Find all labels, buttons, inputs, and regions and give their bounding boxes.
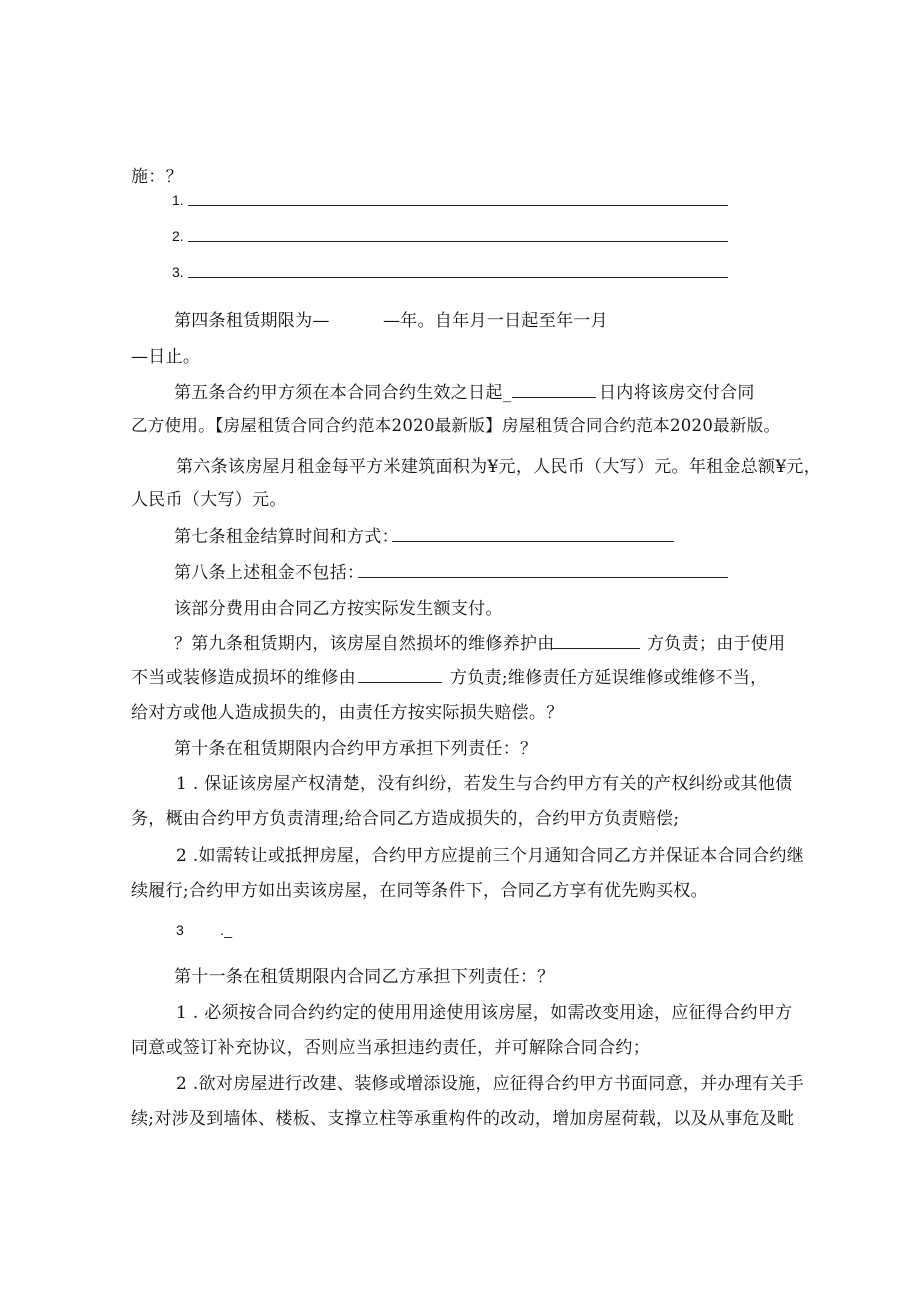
article-9-line2a: 不当或装修造成损坏的维修由: [131, 668, 356, 688]
blank-line: [188, 277, 728, 278]
article-5-part2: 日内将该房交付合同: [599, 383, 755, 403]
article-11-item2b: 续;对涉及到墙体、楼板、支撑立柱等承重构件的改动，增加房屋荷载，以及从事危及毗: [131, 1109, 795, 1129]
article-11: 第十一条在租赁期限内合同乙方承担下列责任：？: [174, 967, 555, 987]
list-number: 2.: [172, 228, 184, 244]
article-10-item2a: 2 .如需转让或抵押房屋，合约甲方应提前三个月通知合同乙方并保证本合同合约继: [176, 846, 805, 866]
article-4-part2: —年。自年月一日起至年一月: [383, 311, 608, 331]
article-8: 第八条上述租金不包括：: [174, 563, 365, 583]
blank-line: [512, 397, 596, 398]
blank-line: [188, 241, 728, 242]
article-4-part1: 第四条租赁期限为—: [174, 311, 330, 331]
article-9-part1: ？第九条租赁期内，该房屋自然损坏的维修养护由: [174, 634, 555, 654]
article-9-part2: 方负责；由于使用: [647, 634, 786, 654]
article-8-line2: 该部分费用由合同乙方按实际发生额支付。: [174, 599, 503, 619]
blank-line: [188, 205, 728, 206]
blank-line: [358, 682, 442, 683]
article-9-line2b: 方负责;维修责任方延误维修或维修不当，: [450, 668, 768, 688]
article-11-item1a: 1 . 必须按合同合约约定的使用用途使用该房屋，如需改变用途，应征得合约甲方: [176, 1003, 793, 1023]
article-10-item3-text: ._: [220, 922, 233, 938]
article-10: 第十条在租赁期限内合约甲方承担下列责任：？: [174, 739, 538, 759]
blank-line: [392, 541, 674, 542]
article-10-item3-number: 3: [176, 922, 185, 938]
article-6-line1: 第六条该房屋月租金每平方米建筑面积为¥元，人民币（大写）元。年租金总额¥元，: [176, 457, 822, 477]
article-11-item2a: 2 .欲对房屋进行改建、装修或增添设施，应征得合约甲方书面同意，并办理有关手: [176, 1074, 805, 1094]
text-line: 施：？: [131, 167, 183, 187]
article-11-item1b: 同意或签订补充协议，否则应当承担违约责任，并可解除合同合约；: [131, 1038, 650, 1058]
blank-line: [358, 577, 728, 578]
article-10-item2b: 续履行;合约甲方如出卖该房屋，在同等条件下，合同乙方享有优先购买权。: [131, 881, 708, 901]
article-5-part1: 第五条合约甲方须在本合同合约生效之日起_: [174, 383, 512, 403]
article-5-line2: 乙方使用。【房屋租赁合同合约范本2020最新版】房屋租赁合同合约范本2020最新版。: [131, 416, 781, 435]
article-9-line3: 给对方或他人造成损失的，由责任方按实际损失赔偿。？: [131, 703, 564, 723]
list-number: 3.: [172, 264, 184, 280]
list-number: 1.: [172, 192, 184, 208]
article-4-line2: —日止。: [131, 347, 201, 367]
blank-line: [552, 648, 640, 649]
article-10-item1b: 务，概由合约甲方负责清理;给合同乙方造成损失的，合约甲方负责赔偿;: [131, 809, 680, 829]
article-10-item1a: 1 . 保证该房屋产权清楚，没有纠纷，若发生与合约甲方有关的产权纠纷或其他债: [176, 774, 793, 794]
article-6-line2: 人民币（大写）元。: [131, 490, 287, 510]
article-7: 第七条租金结算时间和方式：: [174, 527, 399, 547]
